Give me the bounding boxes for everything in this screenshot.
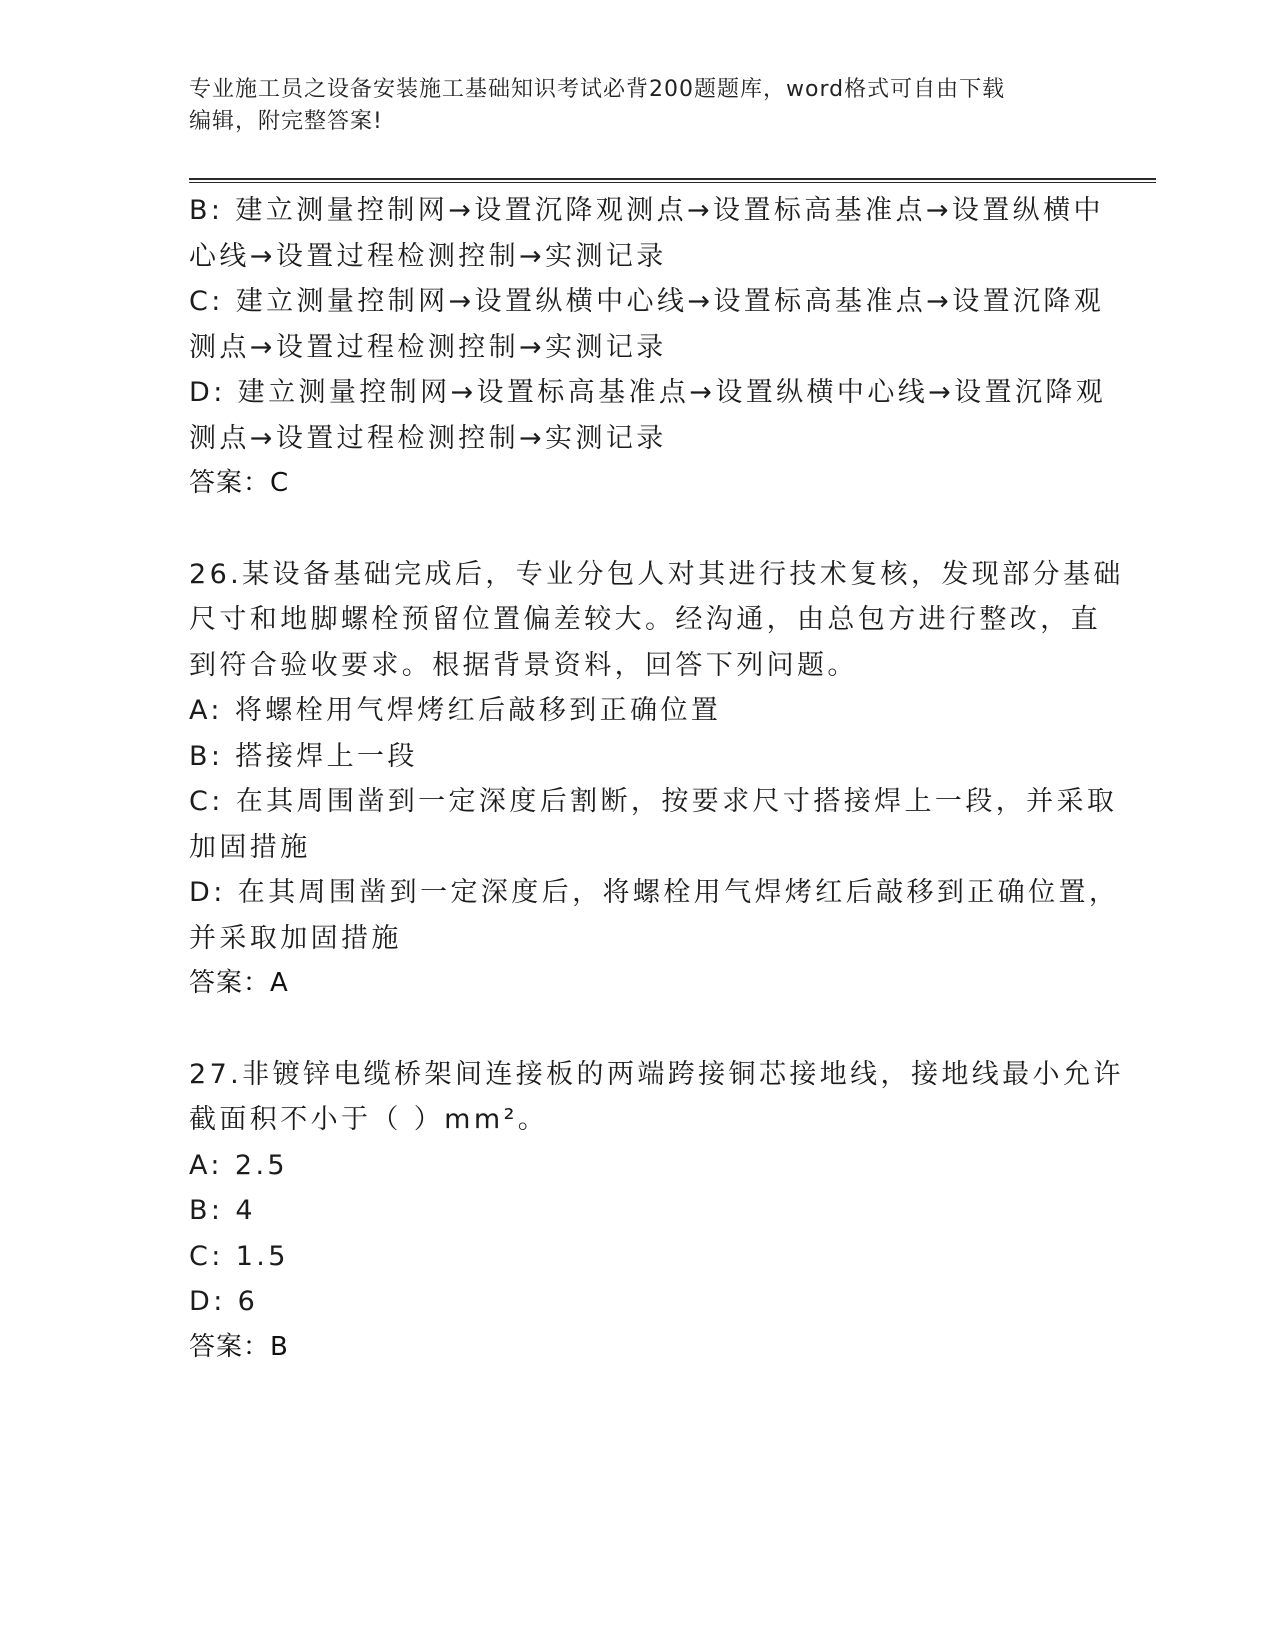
q26-stem-line-1: 26.某设备基础完成后，专业分包人对其进行技术复核，发现部分基础 bbox=[189, 558, 1124, 590]
header-title-line-1: 专业施工员之设备安装施工基础知识考试必背200题题库，word格式可自由下载 bbox=[189, 77, 1006, 102]
q26-option-c-line-2: 加固措施 bbox=[189, 831, 311, 863]
q25-option-b-line-1: B: 建立测量控制网→设置沉降观测点→设置标高基准点→设置纵横中 bbox=[189, 195, 1104, 226]
document-header bbox=[189, 74, 1089, 138]
q26-stem-line-2: 尺寸和地脚螺栓预留位置偏差较大。经沟通，由总包方进行整改，直 bbox=[189, 604, 1101, 635]
q26-option-c-line-1: C: 在其周围凿到一定深度后割断，按要求尺寸搭接焊上一段，并采取 bbox=[189, 786, 1118, 817]
q26-option-a: A: 将螺栓用气焊烤红后敲移到正确位置 bbox=[189, 695, 722, 726]
q27-option-b: B: 4 bbox=[189, 1195, 256, 1226]
q26-option-b: B: 搭接焊上一段 bbox=[189, 740, 418, 772]
q27-option-d: D: 6 bbox=[189, 1286, 259, 1317]
q25-option-c-line-2: 测点→设置过程检测控制→实测记录 bbox=[189, 331, 667, 363]
q27-answer: 答案：B bbox=[189, 1331, 289, 1362]
header-title-line-2: 编辑，附完整答案! bbox=[189, 109, 383, 134]
q25-answer: 答案：C bbox=[189, 468, 290, 498]
question-26 bbox=[189, 552, 1124, 1007]
q27-option-c: C: 1.5 bbox=[189, 1240, 289, 1272]
document-body bbox=[189, 188, 1124, 1370]
q25-option-d-line-2: 测点→设置过程检测控制→实测记录 bbox=[189, 422, 667, 454]
q25-option-b-line-2: 心线→设置过程检测控制→实测记录 bbox=[189, 240, 667, 272]
q27-stem-line-1: 27.非镀锌电缆桥架间连接板的两端跨接铜芯接地线，接地线最小允许 bbox=[189, 1058, 1124, 1090]
section-spacer bbox=[189, 1007, 1089, 1052]
header-divider bbox=[189, 178, 1156, 183]
q26-answer: 答案：A bbox=[189, 968, 289, 998]
q26-option-d-line-1: D: 在其周围凿到一定深度后，将螺栓用气焊烤红后敲移到正确位置， bbox=[189, 877, 1120, 908]
q26-stem-line-3: 到符合验收要求。根据背景资料，回答下列问题。 bbox=[189, 649, 858, 681]
q25-option-d-line-1: D: 建立测量控制网→设置标高基准点→设置纵横中心线→设置沉降观 bbox=[189, 377, 1107, 408]
q26-option-d-line-2: 并采取加固措施 bbox=[189, 922, 402, 954]
section-spacer bbox=[189, 507, 1089, 552]
q27-stem-line-2: 截面积不小于（ ）mm²。 bbox=[189, 1104, 549, 1135]
question-25 bbox=[189, 188, 1107, 507]
question-27 bbox=[189, 1052, 1124, 1371]
q27-option-a: A: 2.5 bbox=[189, 1149, 289, 1181]
q25-option-c-line-1: C: 建立测量控制网→设置纵横中心线→设置标高基准点→设置沉降观 bbox=[189, 286, 1105, 317]
